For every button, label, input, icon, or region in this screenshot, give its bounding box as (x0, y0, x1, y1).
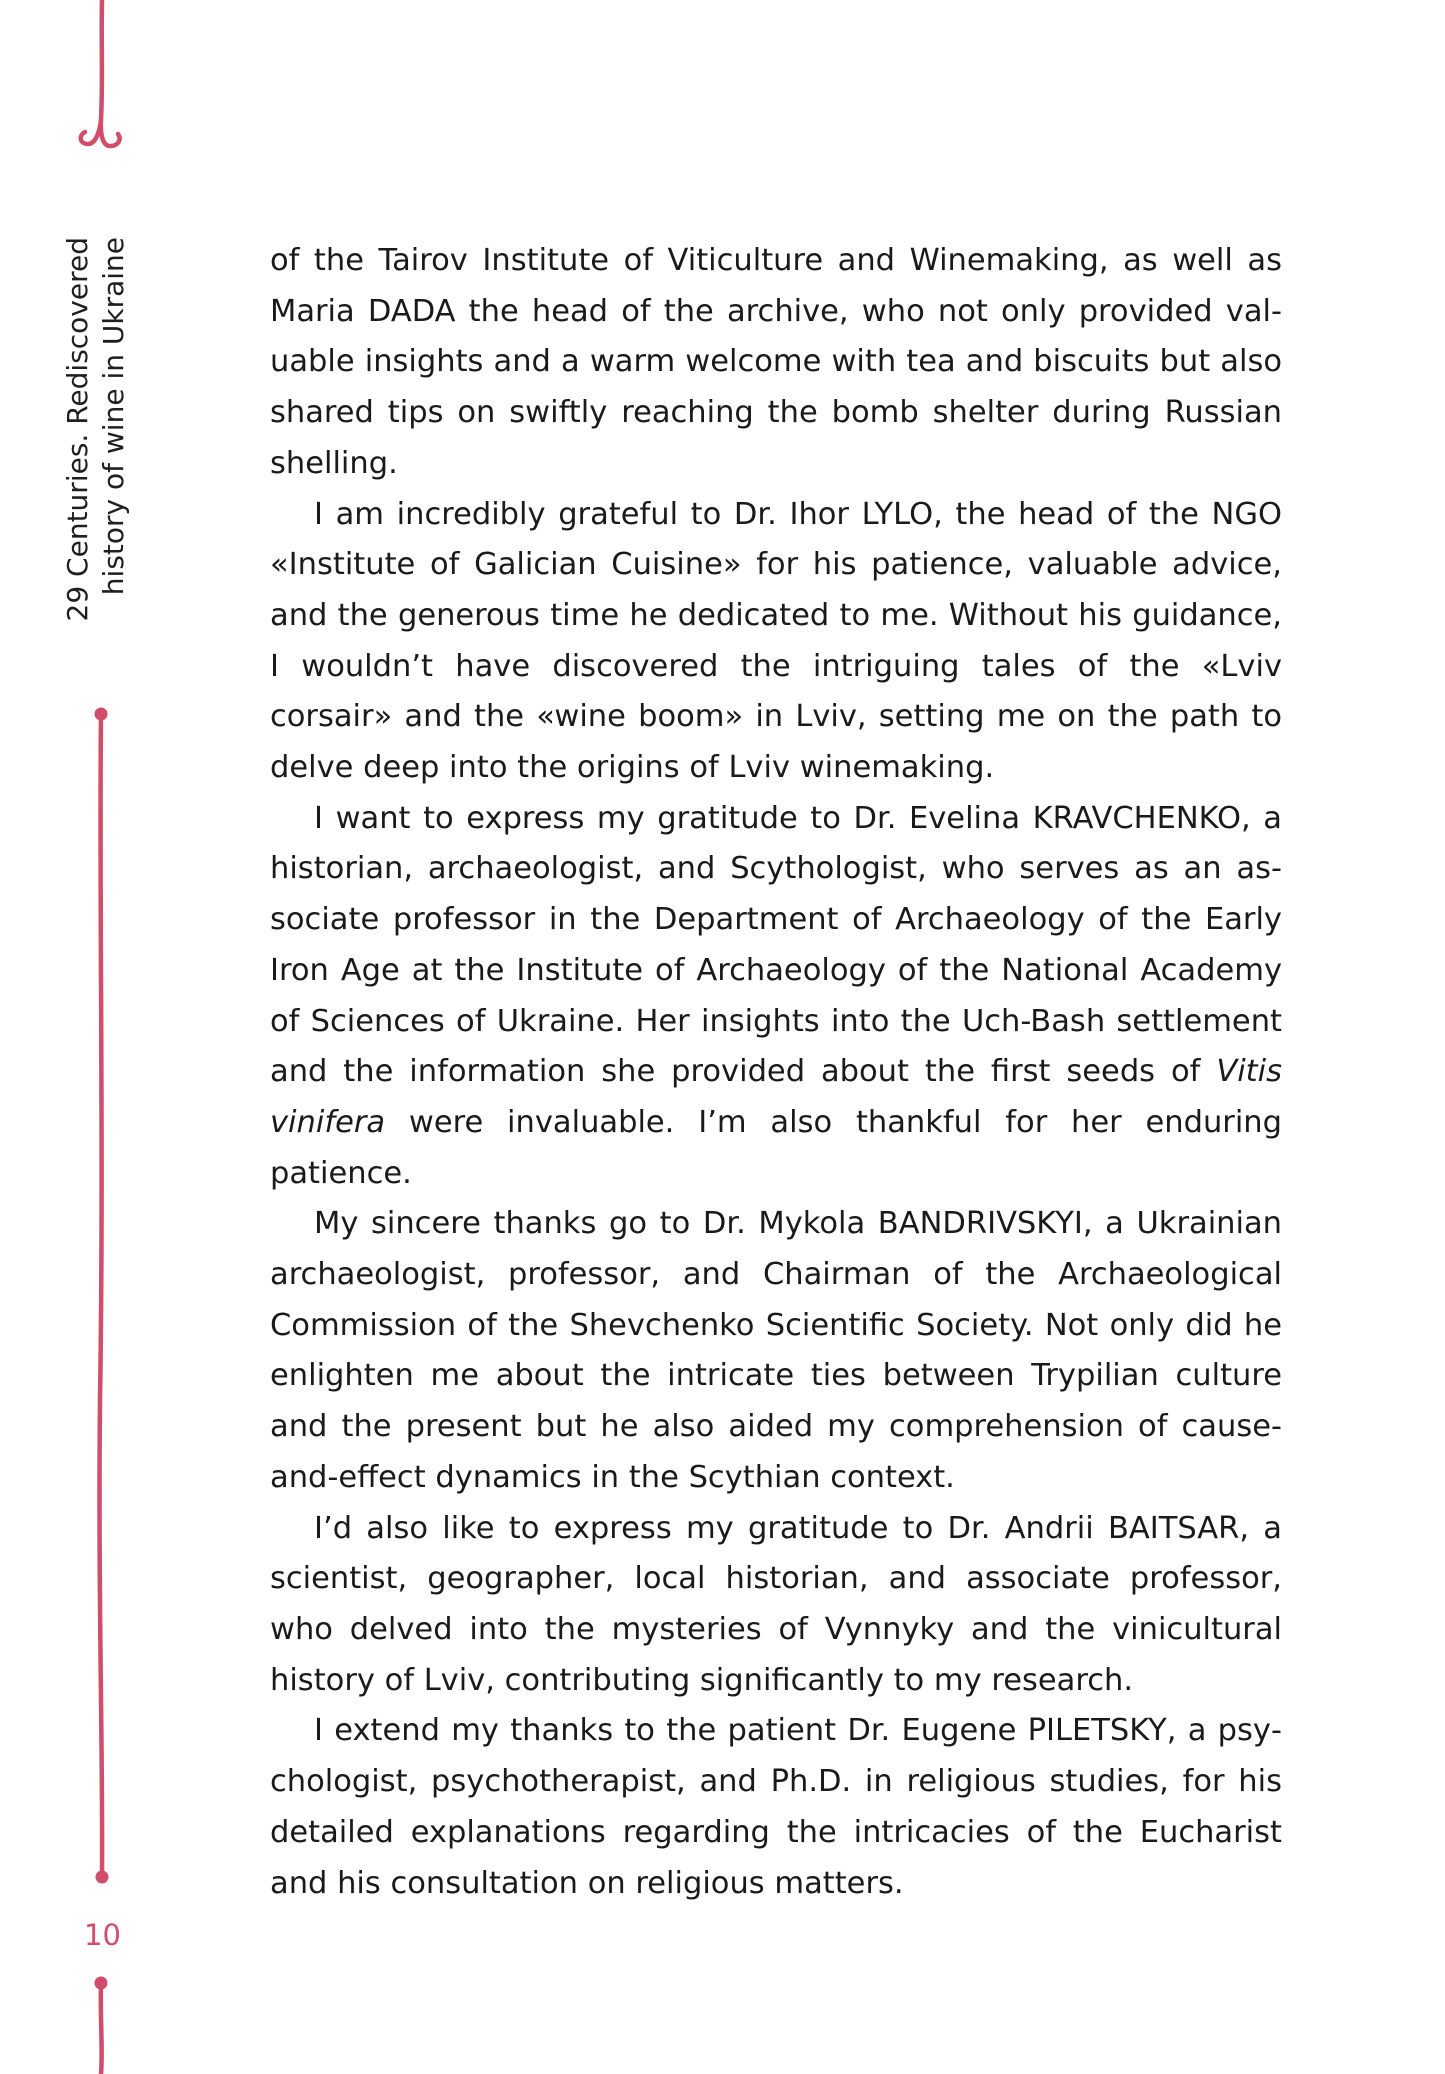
curl-ornament-icon (81, 0, 120, 146)
paragraph-text: were invaluable. I’m also thankful for her enduring patience. (270, 1104, 1282, 1191)
paragraph: I am incredibly grateful to Dr. Ihor LYLO, the head of the NGO «Institute of Galician Cuisine» for his patience, valuable advice, and the generous time he dedicated to me. Without his guidance, I wouldn’t have discovered the intriguing tales of the «Lviv corsair» and the «wine boom» in Lviv, setting me on the path to delve deep into the origins of Lviv winemaking. (270, 496, 1282, 786)
paragraph (270, 794, 1282, 1200)
bottom-line-ornament-icon (95, 1977, 108, 2074)
page-number: 10 (84, 1918, 121, 1952)
paragraph: I extend my thanks to the patient Dr. Eugene PILETSKY, a psychologist, psychotherapist, and Ph.D. in religious studies, for his detailed explanations regarding the intricacies of the Eucharist and his consultation on religious matters. (270, 1713, 1282, 1901)
paragraph: I’d also like to express my gratitude to Dr. Andrii BAITSAR, a scientist, geographer, local historian, and associate professor, who delved into the mysteries of Vynnyky and the vinicultural history of Lviv, contributing significantly to my research. (270, 1510, 1282, 1698)
body-text (270, 236, 1282, 1909)
running-head-line-1: 29 Centuries. Rediscovered (61, 237, 94, 622)
paragraph-text: I want to express my gratitude to Dr. Evelina KRAVCHENKO, a historian, archaeologist, and Scythologist, who serves as an associate professor in the Department of Archaeology of the Early Iron Age at the Institute of Archaeology of the National Academy of Sciences of Ukraine. Her insights into the Uch-Bash settlement and the information she provided about the first seeds of (270, 800, 1282, 1090)
margin-line-ornament-icon (95, 708, 109, 1884)
species-name-italic: Vitis vinifera (270, 1054, 1282, 1140)
running-head-line-2: history of wine in Ukraine (97, 237, 130, 596)
running-head-text (58, 237, 134, 637)
paragraph: of the Tairov Institute of Viticulture and Winemaking, as well as Maria DADA the head of the archive, who not only provided valuable insights and a warm welcome with tea and biscuits but also shared tips on swiftly reaching the bomb shelter during Russian shelling. (270, 243, 1282, 481)
running-head (58, 237, 134, 637)
paragraph: My sincere thanks go to Dr. Mykola BANDRIVSKYI, a Ukrainian archaeologist, professor, and Chairman of the Archaeological Commission of the Shevchenko Scientific Society. Not only did he enlighten me about the intricate ties between Trypilian culture and the present but he also aided my comprehension of cause-and-effect dynamics in the Scythian context. (270, 1206, 1282, 1495)
